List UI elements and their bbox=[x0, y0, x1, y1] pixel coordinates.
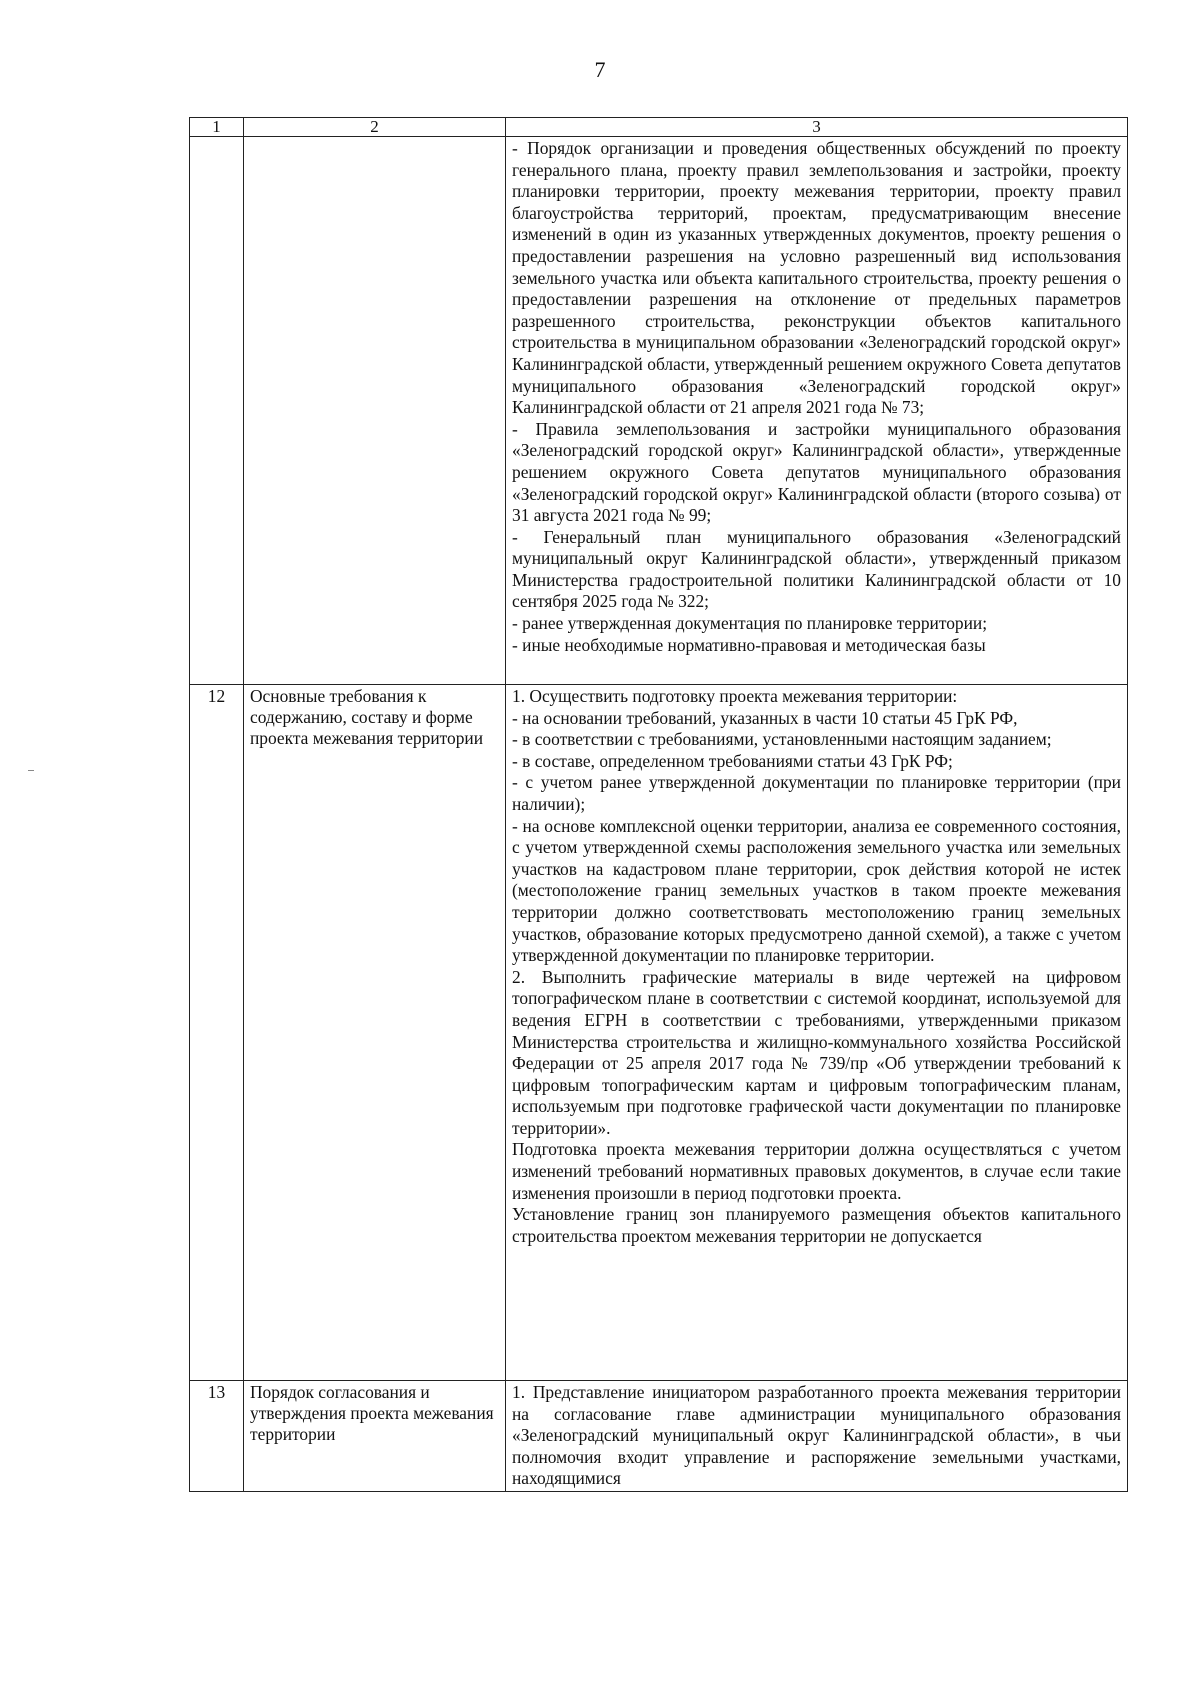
table-header-row bbox=[190, 118, 1128, 137]
requirement-name: Основные требования к содержанию, составу и форме проекта межевания территории bbox=[244, 685, 506, 1381]
requirement-name bbox=[244, 137, 506, 685]
row-number: 13 bbox=[190, 1381, 244, 1492]
content-paragraph: Установление границ зон планируемого размещения объектов капитального строительства проектом межевания территории не допускается bbox=[512, 1204, 1121, 1246]
row-number bbox=[190, 137, 244, 685]
requirement-content bbox=[506, 1381, 1128, 1492]
margin-mark bbox=[28, 770, 34, 771]
content-paragraph: - в соответствии с требованиями, установленными настоящим заданием; bbox=[512, 729, 1052, 750]
content-paragraph: - иные необходимые нормативно-правовая и методическая базы bbox=[512, 634, 986, 655]
row-number: 12 bbox=[190, 685, 244, 1381]
content-paragraph: - Генеральный план муниципального образования «Зеленоградский муниципальный округ Калининградской области», утвержденный приказом Министерства градостроительной политики Калининградской области от 10 сентября 2025 года № 322; bbox=[512, 526, 1121, 612]
column-header: 1 bbox=[190, 118, 244, 137]
content-paragraph: 1. Представление инициатором разработанного проекта межевания территории на согласование главе администрации муниципального образования «Зеленоградский муниципальный округ Калининградской области», в чьи полномочия входит управление и распоряжение земельными участками, находящимися bbox=[512, 1382, 1121, 1489]
content-paragraph: 2. Выполнить графические материалы в виде чертежей на цифровом топографическом плане в соответствии с системой координат, используемой для ведения ЕГРН в соответствии с требованиями, утвержденными приказом Министерства строительства и жилищно-коммунального хозяйства Российской Федерации от 25 апреля 2017 года № 739/пр «Об утверждении требований к цифровым топографическим картам и цифровым топографическим планам, используемым при подготовке графической части документации по планировке территории». bbox=[512, 966, 1121, 1138]
column-header: 2 bbox=[244, 118, 506, 137]
page-number: 7 bbox=[594, 57, 606, 82]
requirement-name: Порядок согласования и утверждения проекта межевания территории bbox=[244, 1381, 506, 1492]
requirement-content bbox=[506, 685, 1128, 1381]
content-paragraph: - ранее утвержденная документация по планировке территории; bbox=[512, 613, 988, 634]
content-paragraph: - Правила землепользования и застройки муниципального образования «Зеленоградский городской округ» Калининградской области», утвержденные решением окружного Совета депутатов муниципального образования «Зеленоградский городской округ» Калининградской области (второго созыва) от 31 августа 2021 года № 99; bbox=[512, 418, 1121, 526]
table-row bbox=[190, 685, 1128, 1381]
content-paragraph: - в составе, определенном требованиями статьи 43 ГрК РФ; bbox=[512, 750, 953, 771]
content-paragraph: - на основании требований, указанных в части 10 статьи 45 ГрК РФ, bbox=[512, 707, 1018, 728]
column-header: 3 bbox=[506, 118, 1128, 137]
content-paragraph: - с учетом ранее утвержденной документации по планировке территории (при наличии); bbox=[512, 772, 1121, 814]
content-paragraph: - Порядок организации и проведения общественных обсуждений по проекту генерального плана, проекту правил землепользования и застройки, проекту планировки территории, проекту межевания территории, проекту правил благоустройства территорий, проектам, предусматривающим внесение изменений в один из указанных утвержденных документов, проекту решения о предоставлении разрешения на условно разрешенный вид использования земельного участка или объекта капитального строительства, проекту решения о предоставлении разрешения на отклонение от предельных параметров разрешенного строительства, реконструкции объектов капитального строительства в муниципальном образовании «Зеленоградский городской округ» Калининградской области, утвержденный решением окружного Совета депутатов муниципального образования «Зеленоградский городской округ» Калининградской области от 21 апреля 2021 года № 73; bbox=[512, 138, 1121, 418]
content-paragraph: Подготовка проекта межевания территории должна осуществляться с учетом изменений требований нормативных правовых документов, в случае если такие изменения произошли в период подготовки проекта. bbox=[512, 1139, 1121, 1203]
requirement-content bbox=[506, 137, 1128, 685]
content-paragraph: - на основе комплексной оценки территории, анализа ее современного состояния, с учетом утвержденной схемы расположения земельного участка или земельных участков на кадастровом плане территории, срок действия которой не истек (местоположение границ земельных участков в таком проекте межевания территории должно соответствовать местоположению границ земельных участков, образование которых предусмотрено данной схемой), а также с учетом утвержденной документации по планировке территории. bbox=[512, 815, 1121, 966]
table-row bbox=[190, 137, 1128, 685]
content-paragraph: 1. Осуществить подготовку проекта межевания территории: bbox=[512, 686, 958, 706]
requirements-table bbox=[189, 117, 1128, 1492]
table-row bbox=[190, 1381, 1128, 1492]
